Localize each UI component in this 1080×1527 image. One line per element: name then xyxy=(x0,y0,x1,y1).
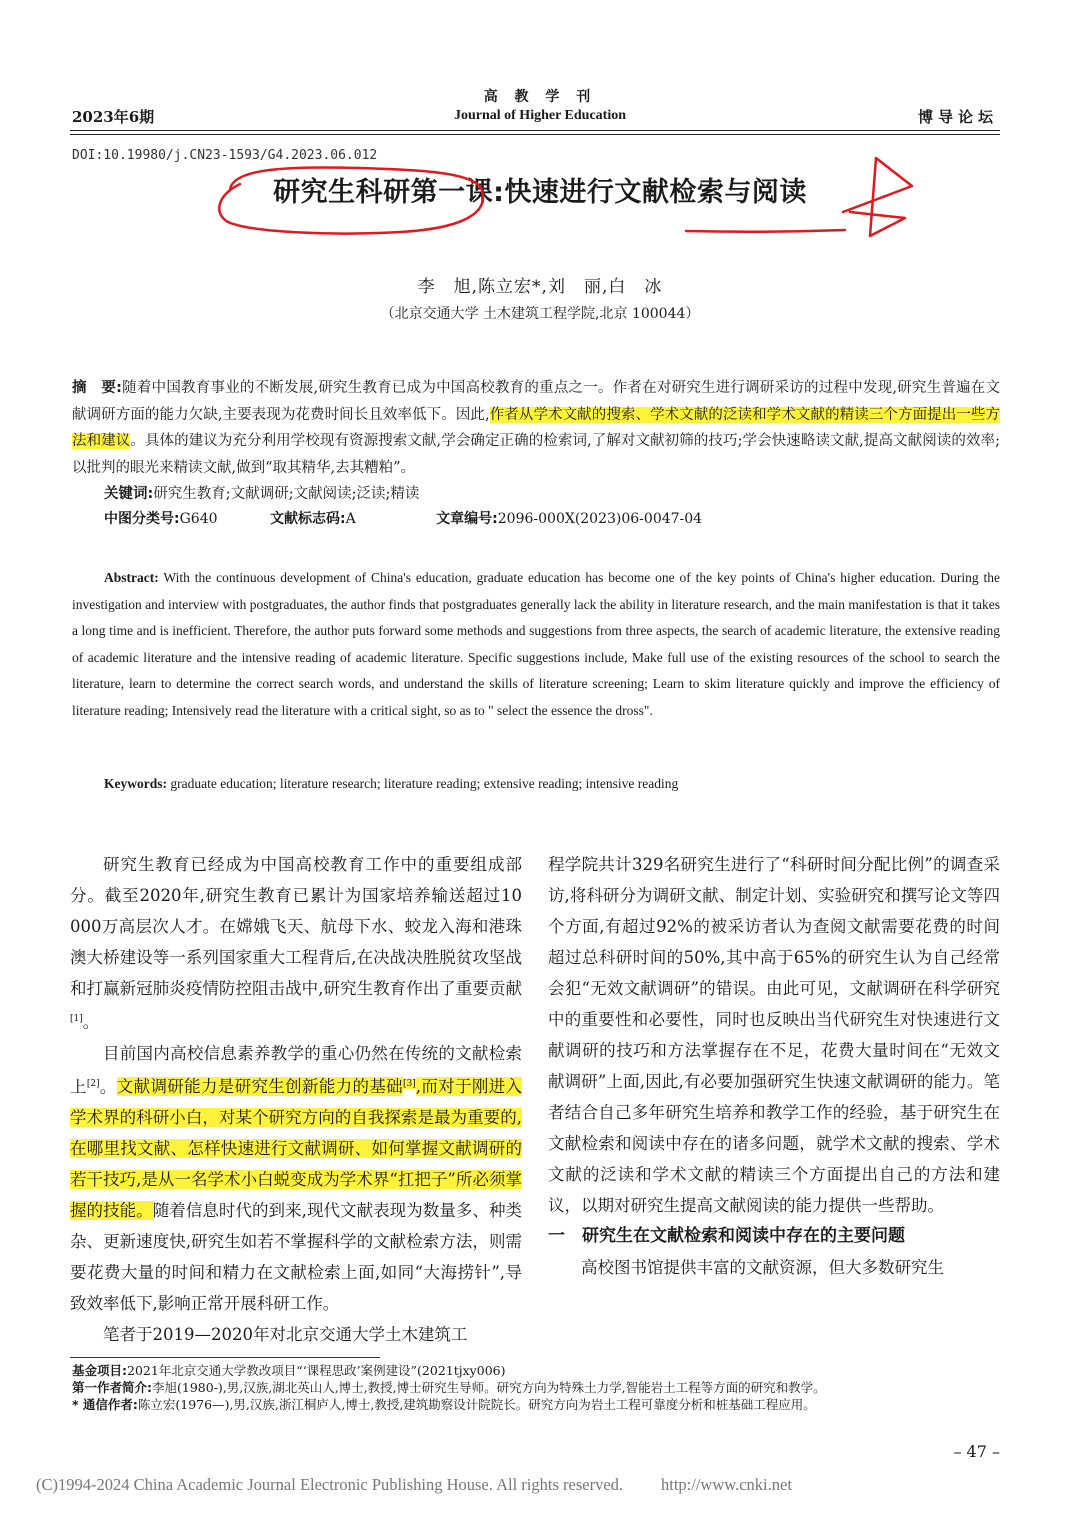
paper-title: 研究生科研第一课:快速进行文献检索与阅读 xyxy=(273,177,807,208)
keywords-cn-text: 研究生教育;文献调研;文献阅读;泛读;精读 xyxy=(153,486,420,502)
body-paragraph: 笔者于2019—2020年对北京交通大学土木建筑工 xyxy=(103,1325,468,1344)
issue-label: 2023年6期 xyxy=(72,108,155,126)
journal-name-en: Journal of Higher Education xyxy=(453,108,627,123)
keywords-cn xyxy=(72,481,1000,508)
header-rule xyxy=(70,130,1000,131)
clc-value: G640 xyxy=(179,511,218,527)
abstract-en xyxy=(72,565,1000,724)
fund-note: 基金项目:2021年北京交通大学教改项目“‘课程思政’案例建设”(2021tjxy006) xyxy=(72,1363,506,1378)
doc-code-value: A xyxy=(345,511,356,527)
page-number: – 47 – xyxy=(953,1442,1000,1461)
doc-code-label: 文献标志码: xyxy=(269,511,346,527)
citation-ref: [3] xyxy=(403,1078,416,1089)
abstract-cn-text-2: 。具体的建议为充分利用学校现有资源搜索文献,学会确定正确的检索词,了解对文献初筛的技巧;学会快速略读文献,提高文献阅读的效率;以批判的眼光来精读文献,做到“取其精华,去其糟粕”。 xyxy=(72,433,1000,476)
keywords-cn-label: 关键词: xyxy=(104,486,154,502)
abstract-cn xyxy=(72,375,1000,508)
body-highlight: 文献调研能力是研究生创新能力的基础 xyxy=(116,1077,404,1096)
affiliation: （北京交通大学 土木建筑工程学院,北京 100044） xyxy=(380,306,700,322)
body-paragraph: 研究生教育已经成为中国高校教育工作中的重要组成部分。截至2020年,研究生教育已累计为国家培养输送超过10 000万高层次人才。在嫦娥飞天、航母下水、蛟龙入海和港珠澳大桥建设等一系列国家重大工程背后,在决战决胜脱贫攻坚战和打赢新冠肺炎疫情防控阻击战中,研究生教育作出了重要贡献[1]。 xyxy=(70,855,522,1032)
copyright-text: (C)1994-2024 China Academic Journal Electronic Publishing House. All rights reserved. xyxy=(36,1475,624,1494)
keywords-en xyxy=(104,776,678,792)
keywords-en-text: graduate education; literature research; literature reading; extensive reading; intensive reading xyxy=(170,776,679,791)
classification-line xyxy=(104,508,1004,528)
body-paragraph: 高校图书馆提供丰富的文献资源，但大多数研究生 xyxy=(581,1258,944,1277)
abstract-cn-highlight: 作者从学术文献的搜索、学术文献的泛读和学术文献的精读三个方面提出一些方法和建议 xyxy=(72,406,1000,449)
journal-name-cn: 高 教 学 刊 xyxy=(483,89,597,105)
body-paragraph: 程学院共计329名研究生进行了“科研时间分配比例”的调查采访,将科研分为调研文献、制定计划、实验研究和撰写论文等四个方面,有超过92%的被采访者认为查阅文献需要花费的时间超过总科研时间的50%,其中高于65%的研究生认为自己经常会犯“无效文献调研”的错误。由此可见，文献调研在科学研究中的重要性和必要性，同时也反映出当代研究生对快速进行文献调研的技巧和方法掌握存在不足，花费大量时间在“无效文献调研”上面,因此,有必要加强研究生快速文献调研的能力。笔者结合自己多年研究生培养和教学工作的经验，基于研究生在文献检索和阅读中存在的诸多问题，就学术文献的搜索、学术文献的泛读和学术文献的精读三个方面提出自己的方法和建议，以期对研究生提高文献阅读的能力提供一些帮助。 xyxy=(548,855,1000,1215)
article-no-value: 2096-000X(2023)06-0047-04 xyxy=(497,511,703,527)
body-right-column xyxy=(548,849,1000,1283)
abstract-en-label: Abstract: xyxy=(104,570,159,585)
clc-label: 中图分类号: xyxy=(104,511,180,527)
journal-name xyxy=(340,86,740,124)
footnotes xyxy=(72,1362,1002,1413)
article-no-label: 文章编号: xyxy=(436,511,498,527)
abstract-cn-text-1: 随着中国教育事业的不断发展,研究生教育已成为中国高校教育的重点之一。作者在对研究生进行调研采访的过程中发现,研究生普遍在文献调研方面的能力欠缺,主要表现为花费时间长且效率低下。因此, xyxy=(72,380,1000,423)
doi: DOI:10.19980/j.CN23-1593/G4.2023.06.012 xyxy=(72,148,378,163)
authors: 李 旭,陈立宏*,刘 丽,白 冰 xyxy=(417,277,663,297)
abstract-en-text: With the continuous development of China's education, graduate education has become one of the key points of China's higher education. During the investigation and interview with postgraduates, the author finds that postgraduates generally lack the ability in literature research, and the main manifestation is that it takes a long time and is inefficient. Therefore, the author puts forward some methods and suggestions from three aspects, the search of academic literature, the extensive reading of academic literature and the intensive reading of academic literature. Specific suggestions include, Make full use of the existing resources of the school to search the literature, learn to determine the correct search words, and understand the skills of literature screening; Learn to skim literature quickly and improve the efficiency of literature reading; Intensively read the literature with a critical sight, so as to " select the essence the dross". xyxy=(72,570,1000,718)
citation-ref: [2] xyxy=(86,1078,100,1089)
section-heading: 一 研究生在文献检索和阅读中存在的主要问题 xyxy=(548,1226,905,1246)
first-author-note: 第一作者简介:李旭(1980-),男,汉族,湖北英山人,博士,教授,博士研究生导师。研究方向为特殊土力学,智能岩土工程等方面的研究和教学。 xyxy=(72,1380,826,1395)
body-left-column xyxy=(70,849,522,1350)
body-highlight: ,而对于刚进入学术界的科研小白，对某个研究方向的自我探索是最为重要的,在哪里找文献、怎样快速进行文献调研、如何掌握文献调研的若干技巧,是从一名学术小白蜕变成为学术界“扛把子”所必须掌握的技能。 xyxy=(70,1077,523,1220)
keywords-en-label: Keywords: xyxy=(104,776,167,791)
copyright-footer xyxy=(36,1475,792,1495)
citation-ref: [1] xyxy=(70,1014,83,1024)
cnki-url[interactable]: http://www.cnki.net xyxy=(661,1475,792,1494)
section-label: 博导论坛 xyxy=(917,108,998,126)
abstract-cn-label: 摘 要: xyxy=(72,380,122,396)
footnote-rule xyxy=(70,1357,380,1358)
corresponding-author-note: * 通信作者:陈立宏(1976—),男,汉族,浙江桐庐人,博士,教授,建筑勘察设计院院长。研究方向为岩土工程可靠度分析和桩基础工程应用。 xyxy=(72,1397,816,1412)
body-paragraph: 目前国内高校信息素养教学的重心仍然在传统的文献检索上[2]。文献调研能力是研究生创新能力的基础[3],而对于刚进入学术界的科研小白，对某个研究方向的自我探索是最为重要的,在哪里找文献、怎样快速进行文献调研、如何掌握文献调研的若干技巧,是从一名学术小白蜕变成为学术界“扛把子”所必须掌握的技能。随着信息时代的到来,现代文献表现为数量多、种类杂、更新速度快,研究生如若不掌握科学的文献检索方法，则需要花费大量的时间和精力在文献检索上面,如同“大海捞针”,导致效率低下,影响正常开展科研工作。 xyxy=(70,1043,523,1313)
header-rule-thin xyxy=(70,134,1000,135)
title-underline-annotation xyxy=(686,230,845,232)
